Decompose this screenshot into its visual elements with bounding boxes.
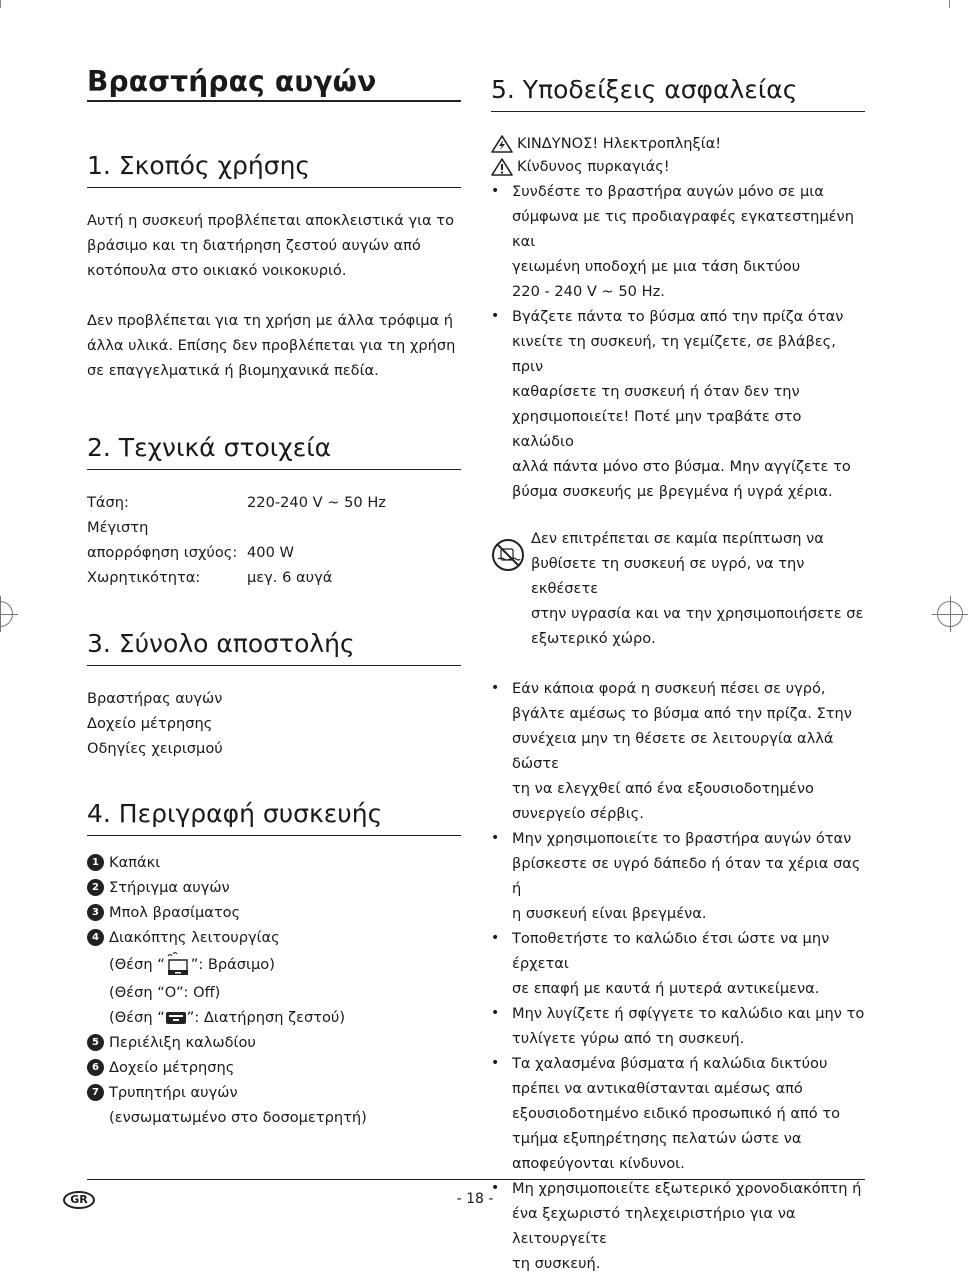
list-item: 2 Στήριγμα αυγών xyxy=(87,875,461,900)
switch-position-warm: (Θέση “ ”: Διατήρηση ζεστού) xyxy=(109,1009,346,1026)
warning-triangle-icon xyxy=(491,158,513,176)
table-row: Τάση: 220-240 V ~ 50 Hz xyxy=(87,494,386,511)
crop-mark-top-left xyxy=(0,0,1,8)
list-item: • Τα χαλασμένα βύσματα ή καλώδια δικτύου πρέπει να αντικαθίστανται αμέσως από εξουσιοδοτημένο ειδικό προσωπικό ή από το τμήμα εξυπηρέτησης πελατών ώστε να αποφεύγονται κίνδυνοι. xyxy=(491,1055,841,1172)
list-item: 1 Καπάκι xyxy=(87,850,461,875)
keep-warm-symbol-icon xyxy=(165,1010,187,1026)
safety-bullets-a xyxy=(491,179,865,504)
part-number-badge: 6 xyxy=(87,1059,104,1076)
electric-hazard-icon xyxy=(491,135,513,153)
registration-mark-left xyxy=(0,601,13,627)
contents-list xyxy=(87,686,461,761)
list-item: • Συνδέστε το βραστήρα αυγών μόνο σε μια σύμφωνα με τις προδιαγραφές εγκατεστημένη και γειωμένη υποδοχή με μια τάση δικτύου 220 - 240 V ~ 50 Hz. xyxy=(491,183,854,300)
safety-bullets-b xyxy=(491,676,865,1276)
list-item: Δοχείο μέτρησης xyxy=(87,715,213,732)
piercer-note: (ενσωματωμένο στο δοσομετρητή) xyxy=(109,1109,367,1126)
page-title: Βραστήρας αυγών xyxy=(87,62,461,102)
list-item: 3 Μπολ βρασίματος xyxy=(87,900,461,925)
part-number-badge: 1 xyxy=(87,854,104,871)
purpose-paragraph-2: Δεν προβλέπεται για τη χρήση με άλλα τρόφιμα ή άλλα υλικά. Επίσης δεν προβλέπεται για τη χρήση σε επαγγελματικά ή βιομηχανικά πεδία. xyxy=(87,312,456,379)
list-item: 5 Περιέλιξη καλωδίου xyxy=(87,1030,461,1055)
list-item: Βραστήρας αυγών xyxy=(87,690,223,707)
registration-mark-right xyxy=(937,601,963,627)
part-number-badge: 4 xyxy=(87,929,104,946)
list-item: Οδηγίες χειρισμού xyxy=(87,740,223,757)
no-immersion-icon xyxy=(491,538,525,572)
table-row: Χωρητικότητα: μεγ. 6 αυγά xyxy=(87,569,333,586)
switch-position-boil: (Θέση “ ”: Βράσιμο) xyxy=(87,950,461,980)
parts-list xyxy=(87,850,461,1130)
list-item: • Βγάζετε πάντα το βύσμα από την πρίζα όταν κινείτε τη συσκευή, τη γεμίζετε, σε βλάβες, πριν καθαρίσετε τη συσκευή ή όταν δεν την χρησιμοποιείτε! Ποτέ μην τραβάτε στο καλώδιο αλλά πάντα μόνο στο βύσμα. Μην αγγίζετε το βύσμα συσκευής με βρεγμένα ή υγρά χέρια. xyxy=(491,308,851,500)
page-number: - 18 - xyxy=(456,1191,494,1207)
table-row: Μέγιστη xyxy=(87,519,149,536)
switch-position-off: (Θέση “O”: Off) xyxy=(109,984,221,1001)
table-row: απορρόφηση ισχύος: 400 W xyxy=(87,544,294,561)
list-item: • Μην λυγίζετε ή σφίγγετε το καλώδιο και μην το τυλίγετε γύρω από τη συσκευή. xyxy=(491,1005,865,1047)
footer-divider xyxy=(87,1179,865,1180)
list-item: • Μην χρησιμοποιείτε το βραστήρα αυγών όταν βρίσκεστε σε υγρό δάπεδο ή όταν τα χέρια σας ή η συσκευή είναι βρεγμένα. xyxy=(491,830,861,922)
section-heading-safety: 5. Υποδείξεις ασφαλείας xyxy=(491,70,865,112)
section-heading-purpose: 1. Σκοπός χρήσης xyxy=(87,146,461,188)
technical-table xyxy=(87,490,461,590)
list-item: • Εάν κάποια φορά η συσκευή πέσει σε υγρό, βγάλτε αμέσως το βύσμα από την πρίζα. Στην συνέχεια μην τη θέσετε σε λειτουργία αλλά δώστε τη να ελεγχθεί από ένα εξουσιοδοτημένο συνεργείο σέρβις. xyxy=(491,680,852,822)
purpose-paragraph-1: Αυτή η συσκευή προβλέπεται αποκλειστικά για το βράσιμο και τη διατήρηση ζεστού αυγών από κοτόπουλα στο οικιακό νοικοκυριό. xyxy=(87,212,455,279)
section-heading-technical: 2. Τεχνικά στοιχεία xyxy=(87,428,461,470)
crop-mark-top-right xyxy=(949,0,950,8)
part-number-badge: 3 xyxy=(87,904,104,921)
section-heading-description: 4. Περιγραφή συσκευής xyxy=(87,794,461,836)
country-badge: GR xyxy=(63,1191,95,1209)
list-item: • Τοποθετήστε το καλώδιο έτσι ώστε να μην έρχεται σε επαφή με καυτά ή μυτερά αντικείμενα. xyxy=(491,930,830,997)
list-item: 7 Τρυπητήρι αυγών xyxy=(87,1080,461,1105)
part-number-badge: 2 xyxy=(87,879,104,896)
list-item: 4 Διακόπτης λειτουργίας xyxy=(87,925,461,950)
part-number-badge: 5 xyxy=(87,1034,104,1051)
no-immersion-notice: Δεν επιτρέπεται σε καμία περίπτωση να βυθίσετε τη συσκευή σε υγρό, να την εκθέσετε στην υγρασία και να την χρησιμοποιήσετε σε εξωτερικό χώρο. xyxy=(491,526,865,651)
list-item: • Μη χρησιμοποιείτε εξωτερικό χρονοδιακόπτη ή ένα ξεχωριστό τηλεχειριστήριο για να λειτουργείτε τη συσκευή. xyxy=(491,1180,862,1272)
warning-electric-shock: ΚΙΝΔΥΝΟΣ! Ηλεκτροπληξία! xyxy=(491,132,865,155)
right-column xyxy=(491,62,865,1276)
boil-symbol-icon xyxy=(165,952,191,978)
part-number-badge: 7 xyxy=(87,1084,104,1101)
section-heading-contents: 3. Σύνολο αποστολής xyxy=(87,624,461,666)
list-item: 6 Δοχείο μέτρησης xyxy=(87,1055,461,1080)
warning-fire: Κίνδυνος πυρκαγιάς! xyxy=(491,155,865,178)
left-column xyxy=(87,62,461,1130)
